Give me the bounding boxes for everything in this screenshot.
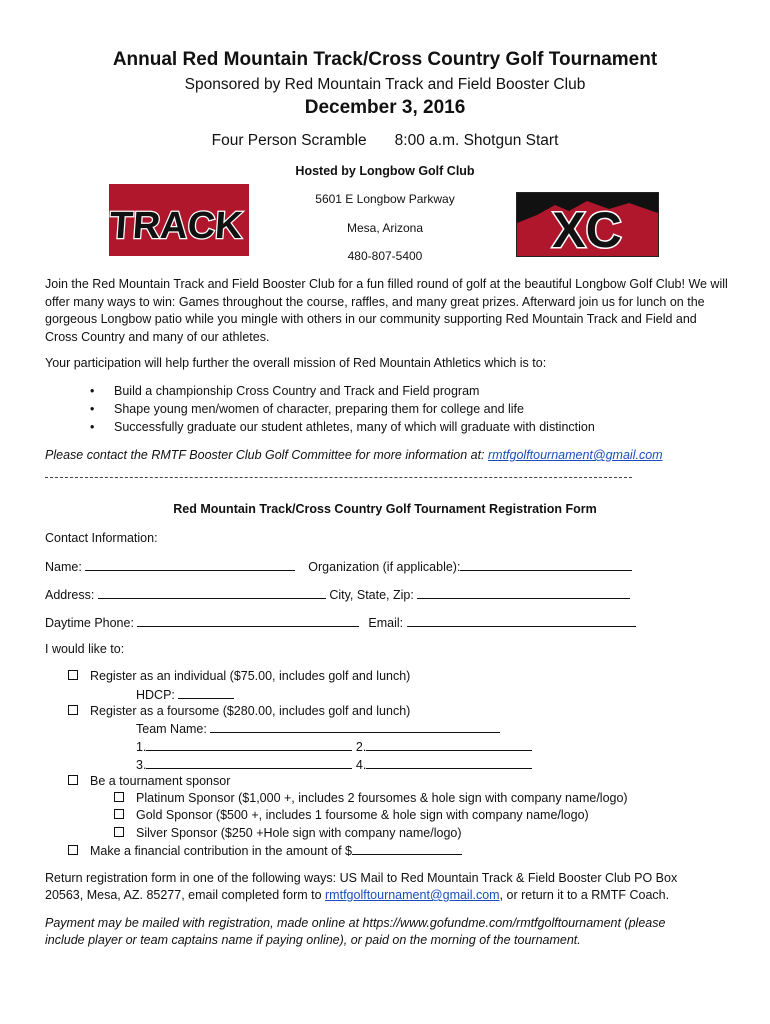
organization-field[interactable] [460, 559, 632, 571]
player-3-label: 3. [136, 758, 147, 772]
return-line-1: Return registration form in one of the following ways: US Mail to Red Mountain Track & Field Booster Club PO Box [45, 871, 678, 885]
player-row-2 [136, 757, 532, 772]
mission-item: • Successfully graduate our student athletes, many of which will graduate with distinction [90, 418, 595, 436]
start-text: 8:00 a.m. Shotgun Start [394, 132, 559, 149]
event-title: Annual Red Mountain Track/Cross Country Golf Tournament [112, 49, 658, 70]
organization-label: Organization (if applicable): [308, 560, 461, 574]
contribution-text: Make a financial contribution in the amount of $ [90, 844, 352, 858]
name-field[interactable] [85, 559, 295, 571]
platinum-checkbox[interactable] [114, 792, 124, 802]
payment-line-1: Payment may be mailed with registration, made online at https://www.gofundme.com/rmtfgolftournament (please [45, 916, 666, 930]
individual-checkbox[interactable] [68, 670, 78, 680]
return-line-2 [45, 888, 669, 902]
silver-checkbox[interactable] [114, 827, 124, 837]
contact-text: Please contact the RMTF Booster Club Golf Committee for more information at: [45, 448, 488, 462]
venue-city: Mesa, Arizona [346, 221, 424, 235]
hdcp-field[interactable] [178, 687, 234, 699]
individual-text: Register as an individual ($75.00, includes golf and lunch) [90, 669, 411, 683]
track-logo [109, 184, 249, 256]
foursome-text: Register as a foursome ($280.00, includes golf and lunch) [90, 704, 411, 718]
intro-paragraph: Join the Red Mountain Track and Field Booster Club for a fun filled round of golf at the beautiful Longbow Golf Club! We will offer many ways to win: Games throughout the course, raffles, and many great prizes. Afterward join us for lunch on the gorgeous Longbow patio while you mingle with others in our community supporting Red Mountain Track and Field and Cross Country and many of our athletes. [45, 277, 728, 344]
payment-line-2: include player or team captains name if paying online), or paid on the morning of the tournament. [45, 933, 581, 947]
gold-text: Gold Sponsor ($500 +, includes 1 foursome & hole sign with company name/logo) [136, 808, 589, 822]
return-text-a: 20563, Mesa, AZ. 85277, email completed form to [45, 888, 326, 902]
city-state-zip-field[interactable] [417, 587, 630, 599]
xc-logo-text: XC [552, 202, 622, 256]
contribution-amount-field[interactable] [352, 843, 462, 855]
player-2-field[interactable] [366, 739, 532, 751]
venue-phone: 480-807-5400 [347, 249, 423, 263]
mission-intro: Your participation will help further the overall mission of Red Mountain Athletics which is to: [45, 356, 547, 370]
team-name-row [136, 721, 500, 736]
silver-text: Silver Sponsor ($250 +Hole sign with company name/logo) [136, 826, 462, 840]
option-contribution [68, 843, 462, 858]
hdcp-label: HDCP: [136, 688, 175, 702]
venue-street: 5601 E Longbow Parkway [315, 192, 455, 206]
return-text-b: , or return it to a RMTF Coach. [499, 888, 670, 902]
format-text: Four Person Scramble [211, 132, 367, 149]
team-name-field[interactable] [210, 721, 500, 733]
sponsor-checkbox[interactable] [68, 775, 78, 785]
contact-line [45, 447, 730, 465]
option-individual [68, 669, 410, 683]
contact-email-link[interactable]: rmtfgolftournament@gmail.com [488, 448, 663, 462]
option-sponsor [68, 774, 230, 788]
format-line [0, 132, 770, 150]
foursome-checkbox[interactable] [68, 705, 78, 715]
contribution-checkbox[interactable] [68, 845, 78, 855]
player-4-label: 4. [355, 758, 367, 772]
track-logo-graphic [109, 184, 249, 256]
cut-line [45, 477, 632, 478]
address-label: Address: [45, 588, 95, 602]
hdcp-row [136, 687, 234, 702]
city-state-zip-label: City, State, Zip: [329, 588, 414, 602]
xc-logo [516, 192, 659, 257]
player-row-1 [136, 739, 532, 754]
player-1-field[interactable] [146, 739, 352, 751]
option-foursome [68, 704, 410, 718]
contact-info-label: Contact Information: [45, 531, 158, 545]
gold-checkbox[interactable] [114, 809, 124, 819]
mission-item: • Build a championship Cross Country and Track and Field program [90, 382, 595, 400]
would-like-label: I would like to: [45, 642, 125, 656]
player-3-field[interactable] [146, 757, 352, 769]
xc-logo-graphic [517, 193, 658, 256]
name-label: Name: [45, 560, 82, 574]
phone-row [45, 615, 636, 630]
address-field[interactable] [98, 587, 326, 599]
form-title: Red Mountain Track/Cross Country Golf Tournament Registration Form [173, 502, 597, 516]
player-4-field[interactable] [366, 757, 532, 769]
event-date: December 3, 2016 [304, 97, 466, 118]
track-logo-text: TRACK [109, 205, 244, 247]
sponsor-line: Sponsored by Red Mountain Track and Field Booster Club [184, 76, 586, 93]
email-field[interactable] [407, 615, 636, 627]
sponsor-silver [114, 826, 462, 840]
hosted-by: Hosted by Longbow Golf Club [295, 164, 475, 178]
player-2-label: 2. [355, 740, 367, 754]
name-row [45, 559, 632, 574]
sponsor-text: Be a tournament sponsor [90, 774, 231, 788]
team-name-label: Team Name: [136, 722, 207, 736]
mission-list [90, 382, 595, 436]
email-label: Email: [368, 616, 404, 630]
address-row [45, 587, 630, 602]
return-email-link[interactable]: rmtfgolftournament@gmail.com [325, 888, 500, 902]
mission-item: • Shape young men/women of character, preparing them for college and life [90, 400, 595, 418]
player-1-label: 1. [136, 740, 147, 754]
platinum-text: Platinum Sponsor ($1,000 +, includes 2 foursomes & hole sign with company name/logo) [136, 791, 628, 805]
sponsor-gold [114, 808, 589, 822]
sponsor-platinum [114, 791, 628, 805]
phone-label: Daytime Phone: [45, 616, 134, 630]
phone-field[interactable] [137, 615, 359, 627]
